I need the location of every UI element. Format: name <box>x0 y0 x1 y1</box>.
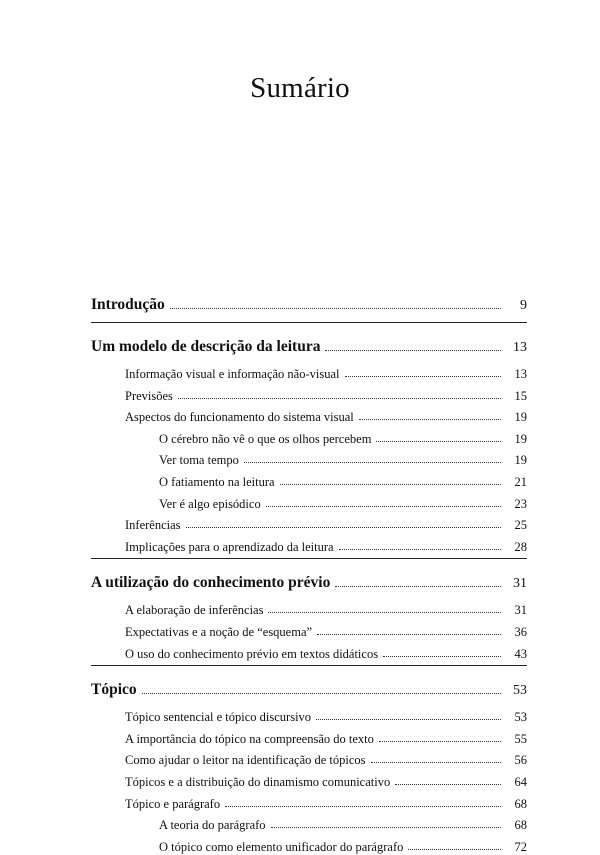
toc-entry[interactable] <box>125 533 527 555</box>
toc-entry[interactable] <box>125 511 527 533</box>
toc-entry-page-number: 36 <box>514 625 527 639</box>
dot-leader <box>271 826 501 828</box>
dot-leader <box>376 440 501 442</box>
toc-entry-title: O cérebro não vê o que os olhos percebem <box>159 431 372 446</box>
toc-entry-title: Aspectos do funcionamento do sistema visual <box>125 410 354 425</box>
toc-entry-page-number: 21 <box>514 475 527 489</box>
dot-leader <box>178 397 501 399</box>
toc-entry-title: Tópico e parágrafo <box>125 796 221 811</box>
toc-entry[interactable] <box>125 768 527 790</box>
dot-leader <box>345 375 502 377</box>
dot-leader <box>316 718 501 720</box>
dot-leader <box>225 805 501 807</box>
dot-leader <box>244 461 501 463</box>
toc-section-page-number: 13 <box>513 340 527 355</box>
toc-entry-page-number: 19 <box>514 431 527 446</box>
toc-entry-title: Ver é algo episódico <box>159 496 261 511</box>
toc-entry-title: Expectativas e a noção de “esquema” <box>125 625 313 639</box>
toc-entry-page-number: 15 <box>514 388 527 403</box>
toc-entry-page-number: 56 <box>514 753 527 768</box>
toc-entry-title: Tópicos e a distribuição do dinamismo comunicativo <box>125 775 391 789</box>
toc-entry-page-number: 72 <box>514 839 527 854</box>
dot-leader <box>186 526 501 528</box>
dot-leader <box>359 418 501 420</box>
toc-entry[interactable] <box>125 746 527 768</box>
toc-section-page-number: 31 <box>513 576 527 592</box>
dot-leader <box>266 505 501 507</box>
toc-entry-page-number: 19 <box>514 410 527 425</box>
toc-section[interactable] <box>91 292 527 314</box>
dot-leader <box>325 349 501 351</box>
dot-leader <box>371 761 501 763</box>
toc-entry-title: Implicações para o aprendizado da leitura <box>125 539 334 554</box>
toc-section[interactable] <box>91 677 527 699</box>
dot-leader <box>339 548 501 550</box>
toc-entry-title: Tópico sentencial e tópico discursivo <box>125 710 312 725</box>
toc-entry-page-number: 68 <box>514 818 527 833</box>
toc-entry[interactable] <box>125 360 527 382</box>
toc-entry-title: O uso do conhecimento prévio em textos didáticos <box>125 646 379 661</box>
toc-entry-page-number: 25 <box>514 518 527 533</box>
toc-entry-title: O fatiamento na leitura <box>159 475 275 489</box>
dot-leader <box>335 585 501 587</box>
toc-entry-page-number: 13 <box>514 367 527 381</box>
toc-entry-page-number: 55 <box>514 731 527 746</box>
toc-section[interactable] <box>91 570 527 592</box>
toc-entry-title: A teoria do parágrafo <box>159 818 266 833</box>
toc-entry[interactable] <box>159 490 527 512</box>
toc-entry[interactable] <box>125 382 527 404</box>
toc-entry-title: O tópico como elemento unificador do parágrafo <box>159 839 404 854</box>
dot-leader <box>383 655 501 657</box>
toc-entry-page-number: 31 <box>514 603 527 618</box>
toc-entry-page-number: 19 <box>514 453 527 468</box>
dot-leader <box>317 633 501 635</box>
dot-leader <box>280 483 501 485</box>
toc-entry[interactable] <box>125 618 527 640</box>
section-divider <box>91 665 527 666</box>
dot-leader <box>395 783 501 785</box>
toc-entry-title: Inferências <box>125 518 181 533</box>
toc-entry-title: Previsões <box>125 388 173 403</box>
toc-section-page-number: 53 <box>513 683 527 699</box>
toc-section-title: Introdução <box>91 296 165 313</box>
dot-leader <box>268 611 501 613</box>
toc-section-title: Tópico <box>91 681 137 699</box>
section-divider <box>91 322 527 323</box>
toc-entry[interactable] <box>159 811 527 833</box>
toc-entry-page-number: 43 <box>514 646 527 661</box>
toc-entry-page-number: 64 <box>514 775 527 789</box>
toc-section-title: A utilização do conhecimento prévio <box>91 574 331 592</box>
toc-entry-title: A importância do tópico na compreensão do texto <box>125 731 374 746</box>
toc-entry-page-number: 53 <box>514 710 527 725</box>
toc-entry[interactable] <box>159 833 527 855</box>
dot-leader <box>142 692 501 694</box>
toc-section-page-number: 9 <box>520 298 527 313</box>
toc-entry[interactable] <box>125 790 527 812</box>
toc-entry-title: Como ajudar o leitor na identificação de tópicos <box>125 753 366 768</box>
page-title: Sumário <box>250 72 350 104</box>
toc-entry[interactable] <box>125 703 527 725</box>
toc-entry-page-number: 28 <box>514 539 527 554</box>
toc-entry[interactable] <box>125 725 527 747</box>
toc-entry-title: A elaboração de inferências <box>125 603 264 618</box>
section-divider <box>91 558 527 559</box>
toc-entry[interactable] <box>159 468 527 490</box>
toc-entry-page-number: 23 <box>514 496 527 511</box>
toc-section-title: Um modelo de descrição da leitura <box>91 338 321 355</box>
toc-entry-title: Ver toma tempo <box>159 453 239 468</box>
dot-leader <box>170 307 501 309</box>
toc-entry[interactable] <box>159 425 527 447</box>
toc-entry-title: Informação visual e informação não-visual <box>125 367 340 381</box>
toc-entry[interactable] <box>159 446 527 468</box>
toc-entry[interactable] <box>125 640 527 662</box>
toc-entry[interactable] <box>125 596 527 618</box>
toc-section[interactable] <box>91 334 527 356</box>
dot-leader <box>379 740 501 742</box>
dot-leader <box>408 848 501 850</box>
toc-entry-page-number: 68 <box>514 796 527 811</box>
toc-entry[interactable] <box>125 403 527 425</box>
